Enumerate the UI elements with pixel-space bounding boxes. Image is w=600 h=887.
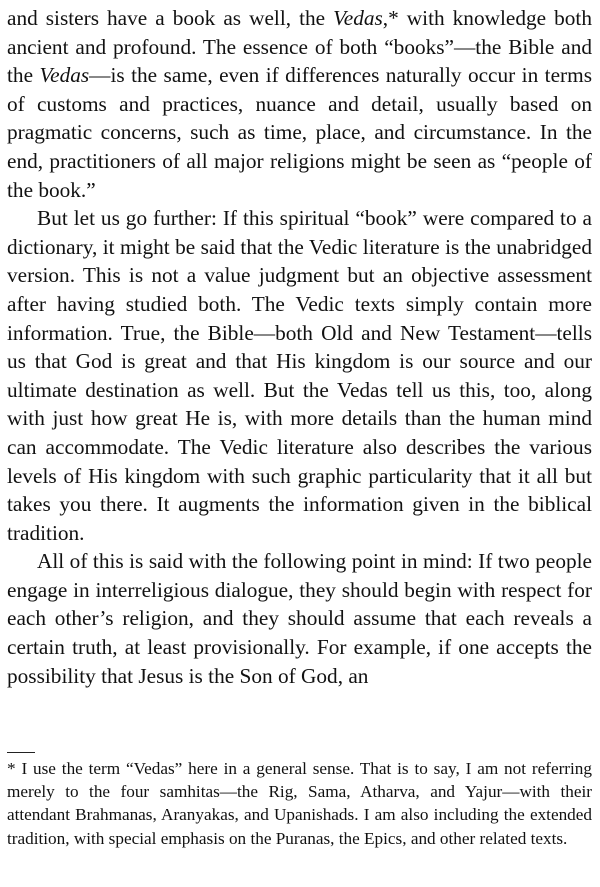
paragraph-1 (7, 4, 592, 204)
paragraph-1-part-2: ,* with knowledge both ancient and profound. The essence of both “books”—the Bible and the (7, 6, 592, 88)
paragraph-2: But let us go further: If this spiritual “book” were compared to a dictionary, it might be said that the Vedic literature is the unabridged version. This is not a value judgment but an objective assessment after having studied both. The Vedic texts simply contain more information. True, the Bible—both Old and New Testament—tells us that God is great and that His kingdom is our source and our ultimate destination as well. But the Vedas tell us this, too, along with just how great He is, with more details than the human mind can accommodate. The Vedic literature also describes the various levels of His kingdom with such graphic particularity that it all but takes you there. It augments the information given in the biblical tradition. (7, 206, 592, 545)
body-text (7, 4, 592, 690)
paragraph-1-part-3: —is the same, even if differences naturally occur in terms of customs and practices, nuance and detail, usually based on pragmatic concerns, such as time, place, and circumstance. In the end, practitioners of all major religions might be seen as “people of the book.” (7, 63, 592, 202)
vedas-italic-1: Vedas (333, 6, 383, 30)
vedas-italic-2: Vedas (39, 63, 90, 88)
paragraph-3: All of this is said with the following point in mind: If two people engage in interreligious dialogue, they should begin with respect for each other’s religion, and they should assume that each reveals a certain truth, at least provisionally. For example, if one accepts the possibility that Jesus is the Son of God, an (7, 549, 592, 688)
paragraph-1-part-1: and sisters have a book as well, the (7, 6, 334, 30)
footnote: * I use the term “Vedas” here in a general sense. That is to say, I am not referring merely to the four samhitas—the Rig, Sama, Atharva, and Yajur—with their attendant Brahmanas, Aranyakas, and Upanishads. I am also including the extended tradition, with special emphasis on the Puranas, the Epics, and other related texts. (7, 759, 592, 848)
footnote-divider (7, 752, 35, 753)
